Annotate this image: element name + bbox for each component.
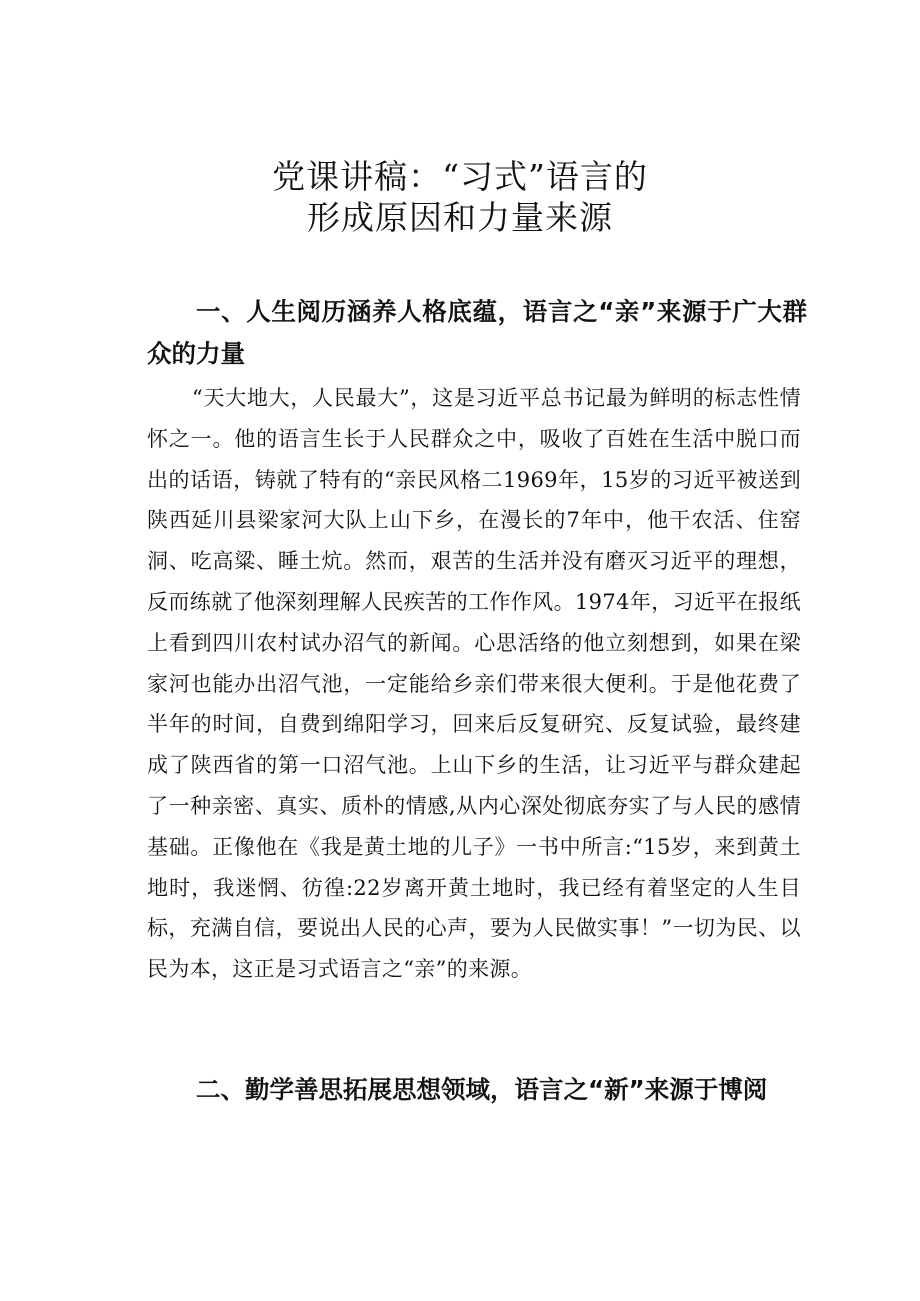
section-1-heading: 一、人生阅历涵养人格底蕴，语言之“亲”来源于广大群众的力量 [147, 297, 807, 368]
section-2-heading: 二、勤学善思拓展思想领域，语言之“新”来源于博阅 [196, 1075, 768, 1104]
document-title-line-2: 形成原因和力量来源 [307, 198, 613, 237]
document-title-line-1: 党课讲稿：“习式”语言的 [272, 157, 648, 196]
section-1-body-paragraph: “天大地大，人民最大”，这是习近平总书记最为鲜明的标志性情怀之一。他的语言生长于人民群众之中，吸收了百姓在生活中脱口而出的话语，铸就了特有的“亲民风格二1969年，15岁的习近平被送到陕西延川县梁家河大队上山下乡，在漫长的7年中，他干农活、住窑洞、吃高粱、睡土炕。然而，艰苦的生活并没有磨灭习近平的理想，反而练就了他深刻理解人民疾苦的工作作风。1974年，习近平在报纸上看到四川农村试办沼气的新闻。心思活络的他立刻想到，如果在梁家河也能办出沼气池，一定能给乡亲们带来很大便利。于是他花费了半年的时间，自费到绵阳学习，回来后反复研究、反复试验，最终建成了陕西省的第一口沼气池。上山下乡的生活，让习近平与群众建起了一种亲密、真实、质朴的情感,从内心深处彻底夯实了与人民的感情基础。正像他在《我是黄土地的儿子》一书中所言:“15岁，来到黄土地时，我迷惘、彷徨:22岁离开黄土地时，我已经有着坚定的人生目标，充满自信，要说出人民的心声，要为人民做实事！”一切为民、以民为本，这正是习式语言之“亲”的来源。 [147, 386, 801, 982]
